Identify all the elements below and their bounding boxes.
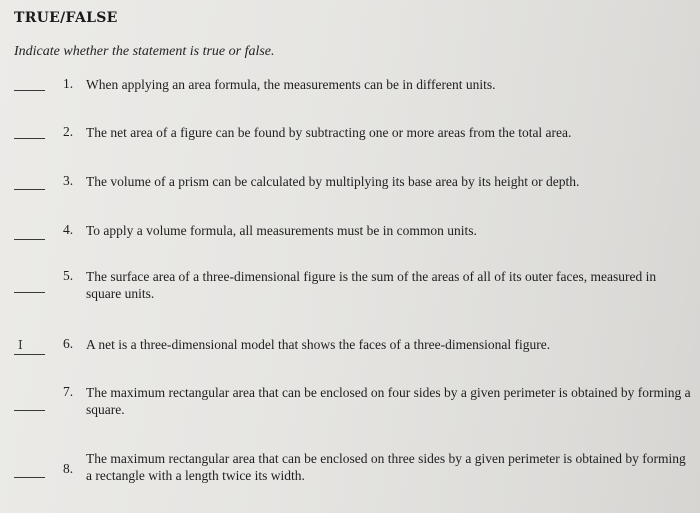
question-item: [14, 268, 694, 308]
question-item: [14, 384, 694, 424]
answer-blank[interactable]: [14, 76, 45, 91]
question-text: The maximum rectangular area that can be enclosed on three sides by a given perimeter is obtained by forming a rectangle with a length twice its width.: [86, 451, 686, 483]
question-number: 5.: [63, 268, 74, 283]
question-text: The net area of a figure can be found by subtracting one or more areas from the total area.: [86, 125, 572, 140]
answer-blank[interactable]: [14, 175, 45, 190]
answer-blank[interactable]: [14, 340, 45, 355]
question-number: 4.: [63, 222, 74, 237]
answer-blank[interactable]: [14, 225, 45, 240]
question-item: [14, 222, 694, 262]
question-number: 2.: [63, 124, 74, 139]
question-number: 3.: [63, 173, 74, 188]
answer-mark: I: [18, 338, 23, 352]
question-text: The surface area of a three-dimensional figure is the sum of the areas of all of its outer faces, measured in square units.: [86, 269, 657, 301]
question-item: [14, 76, 694, 116]
question-text: To apply a volume formula, all measurements must be in common units.: [86, 223, 477, 238]
instructions-text: Indicate whether the statement is true or false.: [14, 44, 275, 59]
question-item: [14, 124, 694, 164]
question-number: 7.: [63, 384, 74, 399]
answer-blank[interactable]: [14, 396, 45, 411]
question-item: [14, 450, 694, 490]
question-item: [14, 336, 694, 376]
question-item: [14, 173, 694, 213]
question-number: 6.: [63, 336, 74, 351]
answer-blank[interactable]: [14, 278, 45, 293]
section-heading: TRUE/FALSE: [14, 10, 118, 26]
question-number: 1.: [63, 76, 74, 91]
question-text: When applying an area formula, the measurements can be in different units.: [86, 77, 496, 92]
question-text: The maximum rectangular area that can be enclosed on four sides by a given perimeter is obtained by forming a square.: [86, 385, 691, 417]
question-number: 8.: [63, 461, 74, 476]
answer-blank[interactable]: [14, 124, 45, 139]
question-text: The volume of a prism can be calculated by multiplying its base area by its height or depth.: [86, 174, 580, 189]
answer-blank[interactable]: [14, 463, 45, 478]
question-text: A net is a three-dimensional model that shows the faces of a three-dimensional figure.: [86, 337, 551, 352]
